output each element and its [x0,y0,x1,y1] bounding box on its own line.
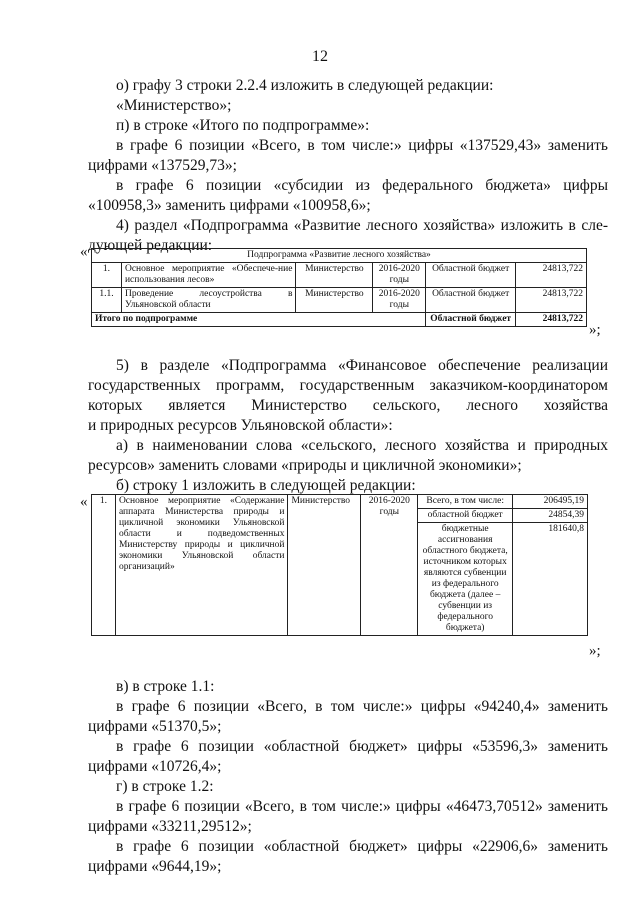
cell-sum: 24813,722 [516,288,587,313]
forestry-table [91,248,587,327]
paragraph-g-line2: цифрами «33211,29512»; [88,818,252,835]
cell-exec: Министерство [288,495,361,636]
cell-name: Проведение лесоустройства в Ульяновской области [121,288,295,313]
paragraph-ministry: «Министерство»; [116,97,232,114]
paragraph-o: о) графу 3 строки 2.2.4 изложить в следующей редакции: [116,77,494,94]
close-quote-1: »; [589,322,601,338]
cell-name: Основное мероприятие «Содержание аппарата Министерства природы и цикличной экономики Ульяновской области и подведомственных Министерству природы и цикличной экономики Ульяновской области организаций» [115,495,288,636]
cell-total-source: Областной бюджет [426,313,516,327]
table-row [92,263,587,288]
paragraph-g-line1: в графе 6 позиции «Всего, в том числе:» цифры «46473,70512» заменить [116,798,608,815]
cell-exec: Министерство [296,263,373,288]
cell-num: 1. [92,263,122,288]
cell-num: 1.1. [92,288,122,313]
cell-sum-total: 206495,19 [513,495,588,509]
paragraph-v-line1: в графе 6 позиции «Всего, в том числе:» цифры «94240,4» заменить [116,698,608,715]
word: сельского, [372,397,441,414]
open-quote-2: « [80,494,88,510]
paragraph-subsidy-line2: «100958,3» заменить цифрами «100958,6»; [88,197,371,214]
close-quote-2: »; [589,643,601,659]
paragraph-section5-line3 [88,396,608,415]
word: является [168,397,226,414]
cell-total-label: Итого по подпрограмме [92,313,426,327]
cell-years: 2016-2020 годы [373,263,426,288]
cell-total-sum: 24813,722 [516,313,587,327]
paragraph-section4-line1: 4) раздел «Подпрограмма «Развитие лесного хозяйства» изложить в сле- [116,217,608,234]
cell-name: Основное мероприятие «Обеспече-ние использования лесов» [121,263,295,288]
word: Министерство [251,397,347,414]
paragraph-subsidy-line1: в графе 6 позиции «субсидии из федерального бюджета» цифры [116,177,608,194]
paragraph-b: б) строку 1 изложить в следующей редакции: [116,477,416,494]
word: хозяйства [543,397,608,414]
paragraph-g2-line2: цифрами «9644,19»; [88,858,222,875]
paragraph-section4-line2: дующей редакции: [88,237,213,254]
cell-source-federal: бюджетные ассигнования областного бюджета, источником которых являются субвенции из федерального бюджета (далее – субвенции из федерального бюджета) [418,523,513,636]
word: лесного [466,397,518,414]
paragraph-p-line2: цифрами «137529,73»; [88,157,237,174]
paragraph-section5-line2: государственных программ, государственным заказчиком-координатором [88,377,608,394]
apparatus-table [91,494,588,636]
cell-sum-regional: 24854,39 [513,509,588,523]
cell-sum: 24813,722 [516,263,587,288]
table-row [92,288,587,313]
cell-sum-federal: 181640,8 [513,523,588,636]
paragraph-g: г) в строке 1.2: [116,778,214,795]
paragraph-section5-line1: 5) в разделе «Подпрограмма «Финансовое обеспечение реализации [116,357,608,374]
paragraph-p: п) в строке «Итого по подпрограмме»: [116,117,370,134]
cell-years: 2016-2020 годы [361,495,418,636]
table-row [92,495,588,509]
paragraph-a-line2: ресурсов» заменить словами «природы и цикличной экономики»; [88,457,522,474]
cell-source-total: Всего, в том числе: [418,495,513,509]
cell-source-regional: областной бюджет [418,509,513,523]
word: которых [88,397,143,414]
paragraph-v2-line2: цифрами «10726,4»; [88,758,222,775]
paragraph-v: в) в строке 1.1: [116,678,215,695]
paragraph-section5-line4: и природных ресурсов Ульяновской области»: [88,417,393,434]
open-quote-1: « [80,244,88,260]
table-row [92,249,587,263]
table-row-total [92,313,587,327]
paragraph-v-line2: цифрами «51370,5»; [88,718,222,735]
paragraph-g2-line1: в графе 6 позиции «областной бюджет» цифры «22906,6» заменить [116,838,608,855]
paragraph-v2-line1: в графе 6 позиции «областной бюджет» цифры «53596,3» заменить [116,738,608,755]
cell-source: Областной бюджет [426,263,516,288]
table-header: Подпрограмма «Развитие лесного хозяйства» [92,249,587,263]
cell-exec: Министерство [296,288,373,313]
paragraph-p-line1: в графе 6 позиции «Всего, в том числе:» цифры «137529,43» заменить [116,137,608,154]
page-number: 12 [312,48,328,65]
cell-years: 2016-2020 годы [373,288,426,313]
paragraph-a-line1: а) в наименовании слова «сельского, лесного хозяйства и природных [116,437,608,454]
cell-source: Областной бюджет [426,288,516,313]
cell-num: 1. [92,495,116,636]
